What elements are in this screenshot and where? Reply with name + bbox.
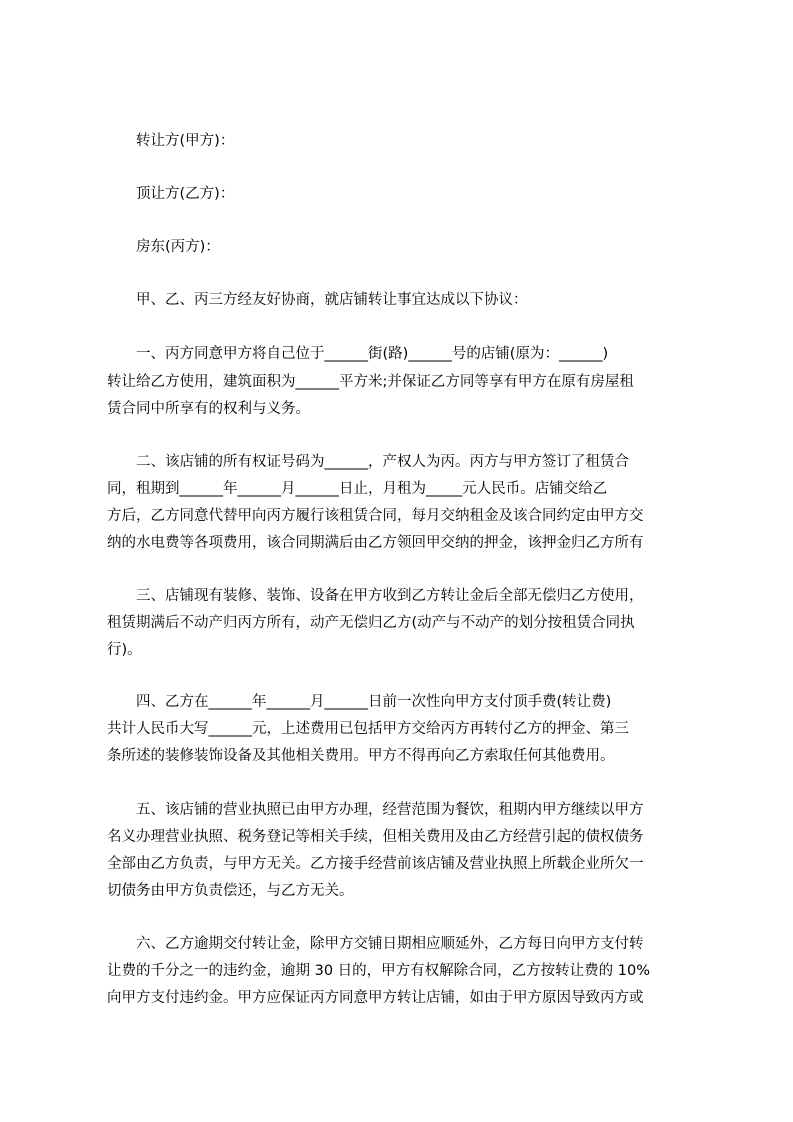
clause-6-line: 让费的千分之一的违约金，逾期 30 日的，甲方有权解除合同，乙方按转让费的 10%	[107, 963, 651, 979]
clause-1-line: 赁合同中所享有的权利与义务。	[107, 401, 310, 417]
clause-2-line: 同，租期到______年______月______日止，月租为_____元人民币。店铺交给乙	[107, 481, 608, 497]
clause-5-line: 五、该店铺的营业执照已由甲方办理，经营范围为餐饮，租期内甲方继续以甲方	[136, 802, 644, 818]
clause-4-line: 条所述的装修装饰设备及其他相关费用。甲方不得再向乙方索取任何其他费用。	[107, 748, 615, 764]
clause-2-line: 方后，乙方同意代替甲向丙方履行该租赁合同，每月交纳租金及该合同约定由甲方交	[107, 508, 644, 524]
clause-2-line: 纳的水电费等各项费用，该合同期满后由乙方领回甲交纳的押金，该押金归乙方所有	[107, 535, 644, 551]
clause-5-line: 名义办理营业执照、税务登记等相关手续，但相关费用及由乙方经营引起的债权债务	[107, 829, 644, 845]
party-b-label: 顶让方(乙方)：	[136, 186, 235, 202]
clause-1-line: 一、丙方同意甲方将自己位于______街(路)______号的店铺(原为：______)	[136, 346, 609, 362]
party-c-label: 房东(丙方)：	[136, 239, 220, 255]
intro-paragraph: 甲、乙、丙三方经友好协商，就店铺转让事宜达成以下协议：	[136, 292, 528, 308]
clause-3-line: 行)。	[107, 642, 142, 658]
clause-5-line: 全部由乙方负责，与甲方无关。乙方接手经营前该店铺及营业执照上所载企业所欠一	[107, 856, 644, 872]
clause-3-line: 租赁期满后不动产归丙方所有，动产无偿归乙方(动产与不动产的划分按租赁合同执	[107, 615, 635, 631]
clause-6-line: 向甲方支付违约金。甲方应保证丙方同意甲方转让店铺，如由于甲方原因导致丙方或	[107, 990, 644, 1006]
clause-1-line: 转让给乙方使用，建筑面积为______平方米;并保证乙方同等享有甲方在原有房屋租	[107, 374, 634, 390]
clause-5-line: 切债务由甲方负责偿还，与乙方无关。	[107, 883, 354, 899]
clause-6-line: 六、乙方逾期交付转让金，除甲方交铺日期相应顺延外，乙方每日向甲方支付转	[136, 936, 644, 952]
clause-4-line: 共计人民币大写______元，上述费用已包括甲方交给丙方再转付乙方的押金、第三	[107, 721, 629, 737]
clause-4-line: 四、乙方在______年______月______日前一次性向甲方支付顶手费(转让费)	[136, 694, 612, 710]
clause-3-line: 三、店铺现有装修、装饰、设备在甲方收到乙方转让金后全部无偿归乙方使用，	[136, 588, 644, 604]
party-a-label: 转让方(甲方)：	[136, 133, 235, 149]
clause-2-line: 二、该店铺的所有权证号码为______，产权人为丙。丙方与甲方签订了租赁合	[136, 454, 629, 470]
